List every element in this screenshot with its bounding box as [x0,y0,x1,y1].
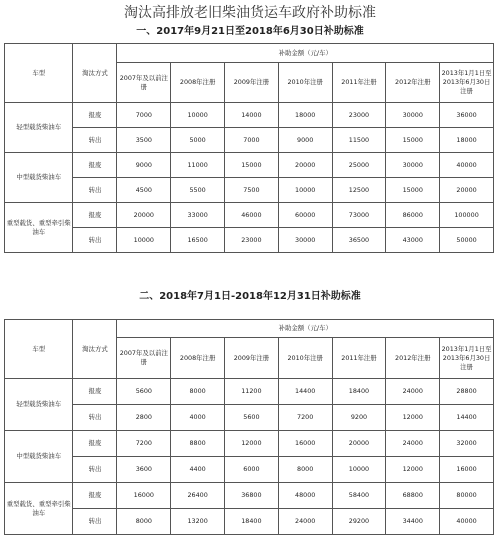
amount-cell: 28800 [440,379,494,405]
amount-cell: 3600 [117,457,171,483]
header-year: 2013年1月1日至2013年6月30日注册 [440,338,494,379]
header-row [5,320,494,338]
amount-cell: 23000 [332,103,386,128]
amount-cell: 30000 [386,153,440,178]
vehicle-type-cell: 重型载货、重型牵引柴油车 [5,203,73,253]
method-cell: 转出 [73,178,117,203]
amount-cell: 12000 [225,431,279,457]
amount-cell: 6000 [225,457,279,483]
amount-cell: 12000 [386,405,440,431]
header-amount: 补助金额（元/车） [117,320,494,338]
table-row [5,483,494,509]
header-year: 2012年注册 [386,63,440,103]
amount-cell: 15000 [386,128,440,153]
table-row [5,379,494,405]
table-row [5,228,494,253]
header-row [5,44,494,63]
amount-cell: 20000 [117,203,171,228]
amount-cell: 10000 [332,457,386,483]
amount-cell: 15000 [386,178,440,203]
amount-cell: 25000 [332,153,386,178]
amount-cell: 100000 [440,203,494,228]
table-row [5,405,494,431]
header-method: 淘汰方式 [73,320,117,379]
amount-cell: 30000 [386,103,440,128]
amount-cell: 20000 [278,153,332,178]
method-cell: 报废 [73,483,117,509]
header-year: 2010年注册 [278,338,332,379]
amount-cell: 40000 [440,153,494,178]
amount-cell: 16000 [440,457,494,483]
method-cell: 报废 [73,431,117,457]
amount-cell: 20000 [440,178,494,203]
header-year: 2008年注册 [171,63,225,103]
amount-cell: 7500 [225,178,279,203]
amount-cell: 2800 [117,405,171,431]
amount-cell: 23000 [225,228,279,253]
amount-cell: 14000 [225,103,279,128]
amount-cell: 8000 [171,379,225,405]
amount-cell: 4400 [171,457,225,483]
amount-cell: 26400 [171,483,225,509]
header-year: 2008年注册 [171,338,225,379]
amount-cell: 68800 [386,483,440,509]
subsidy-table-2 [4,319,494,535]
subsidy-table-1 [4,43,494,253]
amount-cell: 11000 [171,153,225,178]
amount-cell: 58400 [332,483,386,509]
amount-cell: 8000 [278,457,332,483]
amount-cell: 5500 [171,178,225,203]
vehicle-type-cell: 中型载货柴油车 [5,153,73,203]
amount-cell: 8000 [117,509,171,535]
amount-cell: 30000 [278,228,332,253]
amount-cell: 43000 [386,228,440,253]
amount-cell: 29200 [332,509,386,535]
amount-cell: 13200 [171,509,225,535]
amount-cell: 33000 [171,203,225,228]
amount-cell: 5600 [117,379,171,405]
header-vehicle-type: 车型 [5,44,73,103]
amount-cell: 14400 [440,405,494,431]
amount-cell: 7000 [117,103,171,128]
amount-cell: 5000 [171,128,225,153]
amount-cell: 9000 [117,153,171,178]
vehicle-type-cell: 重型载货、重型牵引柴油车 [5,483,73,535]
amount-cell: 12500 [332,178,386,203]
amount-cell: 36500 [332,228,386,253]
amount-cell: 18000 [440,128,494,153]
amount-cell: 60000 [278,203,332,228]
amount-cell: 16000 [278,431,332,457]
amount-cell: 50000 [440,228,494,253]
header-year: 2011年注册 [332,338,386,379]
amount-cell: 24000 [278,509,332,535]
amount-cell: 73000 [332,203,386,228]
table-row [5,457,494,483]
header-year: 2009年注册 [225,338,279,379]
amount-cell: 32000 [440,431,494,457]
header-year: 2007年及以前注册 [117,63,171,103]
method-cell: 报废 [73,153,117,178]
amount-cell: 18000 [278,103,332,128]
table-row [5,509,494,535]
table-row [5,431,494,457]
method-cell: 报废 [73,203,117,228]
method-cell: 转出 [73,405,117,431]
header-amount: 补助金额（元/车） [117,44,494,63]
method-cell: 报废 [73,103,117,128]
amount-cell: 10000 [117,228,171,253]
amount-cell: 18400 [332,379,386,405]
amount-cell: 5600 [225,405,279,431]
amount-cell: 14400 [278,379,332,405]
amount-cell: 34400 [386,509,440,535]
table-2-subtitle: 二、2018年7月1日-2018年12月31日补助标准 [139,291,361,302]
page-title: 淘汰高排放老旧柴油货运车政府补助标准 [124,5,376,21]
amount-cell: 16000 [117,483,171,509]
table-1-subtitle: 一、2017年9月21日至2018年6月30日补助标准 [136,26,364,37]
method-cell: 转出 [73,228,117,253]
amount-cell: 36800 [225,483,279,509]
header-year: 2012年注册 [386,338,440,379]
amount-cell: 8800 [171,431,225,457]
amount-cell: 36000 [440,103,494,128]
amount-cell: 4500 [117,178,171,203]
amount-cell: 18400 [225,509,279,535]
amount-cell: 80000 [440,483,494,509]
amount-cell: 11500 [332,128,386,153]
amount-cell: 40000 [440,509,494,535]
amount-cell: 46000 [225,203,279,228]
method-cell: 转出 [73,457,117,483]
vehicle-type-cell: 中型载货柴油车 [5,431,73,483]
amount-cell: 24000 [386,431,440,457]
amount-cell: 11200 [225,379,279,405]
header-year: 2013年1月1日至2013年6月30日注册 [440,63,494,103]
amount-cell: 48000 [278,483,332,509]
header-vehicle-type: 车型 [5,320,73,379]
amount-cell: 4000 [171,405,225,431]
header-method: 淘汰方式 [73,44,117,103]
amount-cell: 15000 [225,153,279,178]
header-year: 2007年及以前注册 [117,338,171,379]
amount-cell: 24000 [386,379,440,405]
method-cell: 报废 [73,379,117,405]
amount-cell: 9000 [278,128,332,153]
table-row [5,128,494,153]
amount-cell: 7200 [278,405,332,431]
amount-cell: 10000 [171,103,225,128]
header-year: 2011年注册 [332,63,386,103]
table-row [5,153,494,178]
header-year: 2010年注册 [278,63,332,103]
amount-cell: 3500 [117,128,171,153]
amount-cell: 16500 [171,228,225,253]
method-cell: 转出 [73,509,117,535]
table-row [5,203,494,228]
method-cell: 转出 [73,128,117,153]
vehicle-type-cell: 轻型载货柴油车 [5,103,73,153]
amount-cell: 20000 [332,431,386,457]
table-row [5,178,494,203]
table-row [5,103,494,128]
amount-cell: 9200 [332,405,386,431]
amount-cell: 86000 [386,203,440,228]
amount-cell: 7000 [225,128,279,153]
amount-cell: 7200 [117,431,171,457]
header-year: 2009年注册 [225,63,279,103]
amount-cell: 12000 [386,457,440,483]
vehicle-type-cell: 轻型载货柴油车 [5,379,73,431]
amount-cell: 10000 [278,178,332,203]
